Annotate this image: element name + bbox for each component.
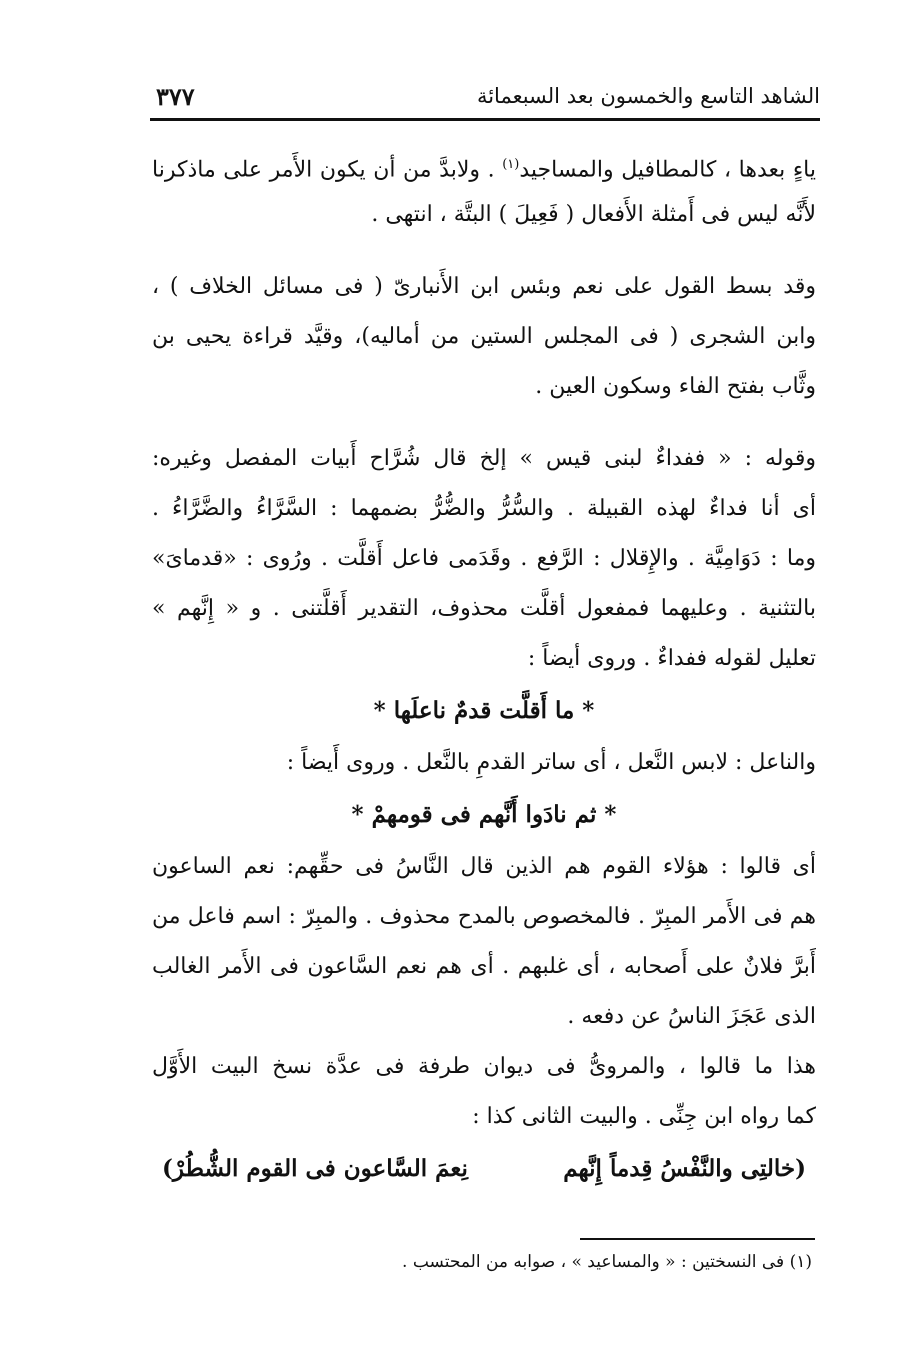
text-line xyxy=(152,140,816,190)
paragraph-6 xyxy=(152,1042,816,1142)
text-run: . ولابدَّ من أن يكون الأَمر على ماذكرنا xyxy=(152,157,495,183)
text-line: كما رواه ابن جِنِّى . والبيت الثانى كذا : xyxy=(472,1104,816,1129)
page-number: ٣٧٧ xyxy=(156,82,195,111)
verse-couplet xyxy=(152,1142,816,1196)
text-line: هم فى الأَمر المبِرّ . فالمخصوص بالمدح محذوف . والمبِرّ : اسم فاعل من xyxy=(152,904,816,929)
verse-quote: * ما أَقلَّت قدمٌ ناعلَها * xyxy=(373,697,595,724)
paragraph-5 xyxy=(152,842,816,1042)
verse-hemistich-second: نِعمَ السَّاعون فى القوم الشُّطُرْ) xyxy=(162,1155,468,1182)
text-run: ياءٍ بعدها ، كالمطافيل والمساجيد xyxy=(519,157,816,183)
text-line: وقوله : « ففداءٌ لبنى قيس » إلخ قال شُرَّاح أَبيات المفصل وغيره: xyxy=(152,446,816,471)
text-line: وما : دَوَامِيَّة . والإِقلال : الرَّفع . وقَدَمى فاعل أَقلَّت . ورُوى : «قدماىَ» xyxy=(152,546,816,571)
header-rule xyxy=(150,118,820,121)
running-header xyxy=(150,78,820,122)
text-line: أى أنا فداءٌ لهذه القبيلة . والسُّرُّ والضُّرُّ بضمهما : السَّرَّاءُ والضَّرَّاءُ . xyxy=(152,496,816,521)
verse-quote: * ثم نادَوا أَنَّهم فى قومهمْ * xyxy=(351,801,617,828)
paragraph-gap xyxy=(152,412,816,434)
running-title: الشاهد التاسع والخمسون بعد السبعمائة xyxy=(476,84,820,108)
text-line: بالتثنية . وعليهما فمفعول أقلَّت محذوف، التقدير أَقلَّتنى . و « إِنَّهم » xyxy=(152,596,816,621)
text-line: تعليل لقوله ففداءٌ . وروى أيضاً : xyxy=(527,646,816,671)
paragraph-1 xyxy=(152,140,816,240)
footnote: (١) فى النسختين : « والمساعيد » ، صوابه من المحتسب . xyxy=(402,1252,812,1272)
paragraph-3 xyxy=(152,434,816,684)
text-line: وابن الشجرى ( فى المجلس الستين من أماليه)، وقيَّد قراءة يحيى بن xyxy=(152,324,816,349)
text-line: أى قالوا : هؤلاء القوم هم الذين قال النَّاسُ فى حقِّهم: نعم الساعون xyxy=(152,854,816,879)
text-line: وقد بسط القول على نعم وبئس ابن الأَنبارىّ ( فى مسائل الخلاف ) ، xyxy=(152,274,816,299)
text-line: هذا ما قالوا ، والمروىُّ فى ديوان طرفة فى عدَّة نسخ البيت الأَوَّل xyxy=(152,1054,816,1079)
text-line: الذى عَجَزَ الناسُ عن دفعه . xyxy=(567,1004,816,1029)
verse-hemistich-first: (خالتِى والنَّفْسُ قِدماً إِنَّهم xyxy=(563,1155,806,1182)
footnote-ref: (١) xyxy=(502,157,520,172)
text-line: أَبرَّ فلانٌ على أَصحابه ، أى غلبهم . أى هم نعم السَّاعون فى الأَمر الغالب xyxy=(152,954,816,979)
text-line: والناعل : لابس النَّعل ، أى ساتر القدمِ بالنَّعل . وروى أَيضاً : xyxy=(286,750,816,775)
body-text xyxy=(152,140,816,1196)
text-line: لأَنَّه ليس فى أَمثلة الأَفعال ( فَعِيلَ ) البتَّة ، انتهى . xyxy=(371,202,816,227)
paragraph-2 xyxy=(152,262,816,412)
paragraph-gap xyxy=(152,240,816,262)
footnote-rule xyxy=(580,1238,815,1240)
text-line: وثَّاب بفتح الفاء وسكون العين . xyxy=(535,374,816,399)
